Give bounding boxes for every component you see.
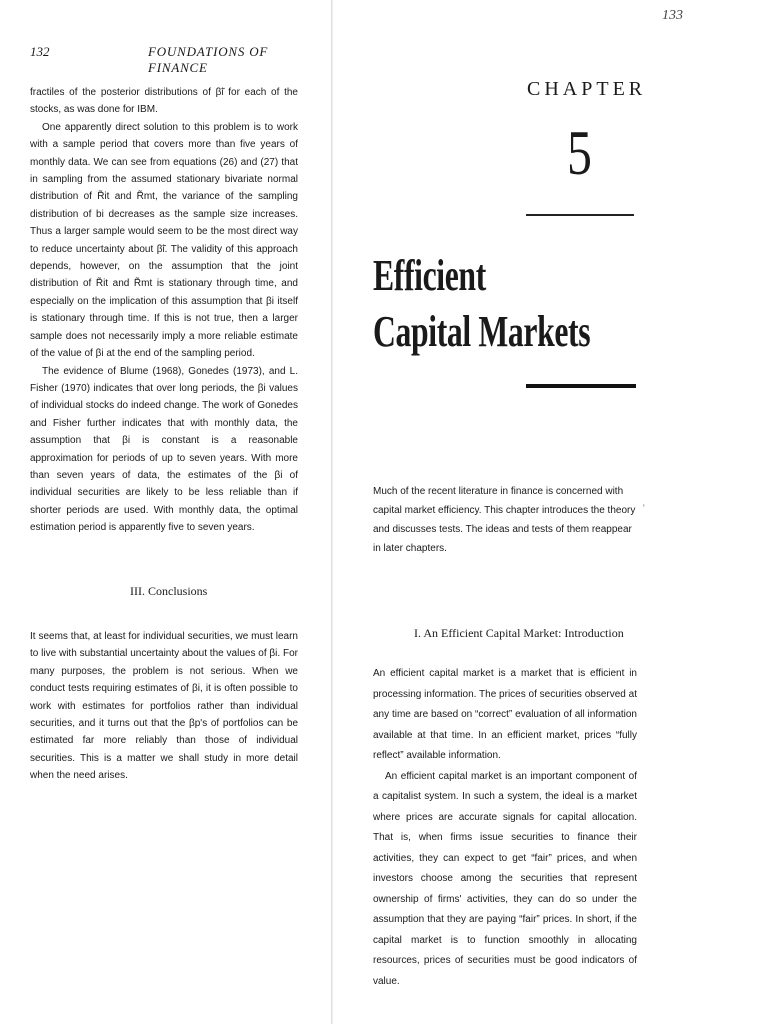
- chapter-rule-bottom: [526, 384, 636, 388]
- running-head: [30, 44, 305, 75]
- conclusions-text-block: [30, 628, 298, 785]
- paragraph-evidence: The evidence of Blume (1968), Gonedes (1973), and L. Fisher (1970) indicates that over long periods, the βi values of individual stocks do indeed change. The work of Gonedes and Fisher further indicates that with monthly data, the assumption that βi is constant is a reasonable approximation for periods of up to seven years. With more than seven years of data, the estimates of the βi of individual securities are likely to be less reliable than if shorter periods are used. With monthly data, the optimal estimation period is apparently five to seven years.: [30, 365, 298, 534]
- chapter-title-line-2: Capital Markets: [373, 307, 591, 356]
- book-title: FOUNDATIONS OF FINANCE: [148, 44, 269, 75]
- paragraph-capitalist-system: An efficient capital market is an important component of a capitalist system. In such a system, the ideal is a market where prices are accurate signals for capital allocation. That is, when firms issue securities to finance their activities, they can expect to get “fair” prices, and when investors choose among the securities that represent ownership of firms' activities, they can do so under the assumption that they are paying “fair” prices. In short, if the capital market is to function smoothly in allocating resources, prices of securities must be good indicators of value.: [373, 770, 637, 987]
- right-body-text: [373, 664, 637, 992]
- chapter-number: 5: [567, 117, 592, 188]
- paragraph-efficient-market: An efficient capital market is a market that is efficient in processing information. The prices of securities observed at any time are based on “correct” evaluation of all information available at that time. In an efficient market, prices “fully reflect” available information.: [373, 668, 637, 761]
- paragraph-sample-period: One apparently direct solution to this problem is to work with a sample period that covers more than five years of monthly data. We can see from equations (26) and (27) that in sampling from the assumed stationary bivariate normal distribution of R̃it and R̃mt, the variance of the sampling distribution of bi decreases as the sample size increases. Thus a larger sample would seem to be the most direct way to reduce uncertainty about β̃i. The validity of this approach depends, however, on the assumption that the joint distribution of R̃it and R̃mt is stationary through time, and especially on the implication of this assumption that βi itself is stationary through time. If this is not true, then a larger sample does not necessarily imply a more reliable estimate of the value of βi at the end of the sampling period.: [30, 121, 298, 360]
- chapter-abstract: Much of the recent literature in finance is concerned with capital market efficiency. This chapter introduces the theory and discusses tests. The ideas and tests of them reappear in later chapters.: [373, 486, 636, 554]
- conclusions-heading: III. Conclusions: [130, 584, 208, 598]
- chapter-rule-top: [526, 214, 634, 216]
- paragraph-continued: fractiles of the posterior distributions of β̃i for each of the stocks, as was done for IBM.: [30, 87, 298, 116]
- handwritten-page-note: 133: [662, 8, 683, 23]
- left-body-text: [30, 84, 298, 537]
- page-number: 132: [30, 44, 50, 59]
- chapter-label: CHAPTER: [527, 78, 647, 100]
- chapter-title-line-1: Efficient: [373, 251, 486, 300]
- book-gutter: [331, 0, 333, 1024]
- stray-mark: ': [643, 503, 645, 513]
- conclusions-paragraph: It seems that, at least for individual securities, we must learn to live with substantial uncertainty about the values of βi. For many purposes, the problem is not serious. When we conduct tests requiring estimates of βi, it is often possible to work with estimates for portfolios rather than individual securities, and it turns out that the βp's of portfolios can be estimated far more reliably than those of individual securities. This is a matter we shall study in more detail when the need arises.: [30, 631, 298, 782]
- section-heading: I. An Efficient Capital Market: Introduction: [414, 626, 624, 640]
- chapter-title: [373, 248, 590, 360]
